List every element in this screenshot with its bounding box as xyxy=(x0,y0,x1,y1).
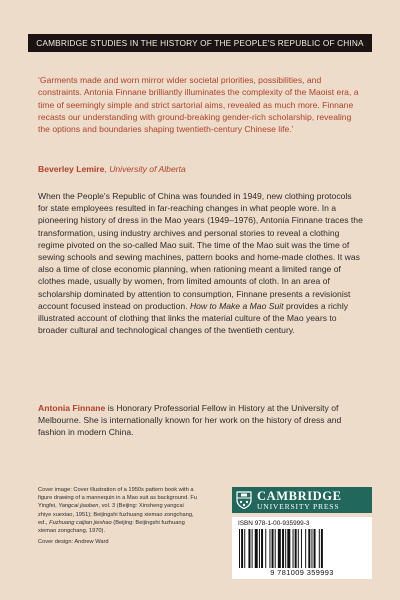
endorsement-quote: ‘Garments made and worn mirror wider societal priorities, possibilities, and constraints. Antonia Finnane brilliantly illuminates the complexity of the Maoist era, a time of seemingly simple and strict sartorial aims, revealed as much more. Finnane recasts our understanding with ground-breaking gender-rich scholarship, revealing the options and boundaries shaping twentieth-century Chinese life.’ xyxy=(38,75,359,135)
author-bio-text: is Honorary Professorial Fellow in History at the University of Melbourne. She is internationally known for her work on the history of dress and fashion in modern China. xyxy=(38,403,342,438)
author-name: Antonia Finnane xyxy=(38,403,106,413)
credit-source-title: Yangcai jiaoben xyxy=(58,503,99,510)
shield-icon xyxy=(236,491,252,509)
description-part-2: provides a richly illustrated account of clothing that links the material culture of the Mao years to broader cultural and technological changes of the twentieth century. xyxy=(38,300,349,336)
cover-design-credit: Cover design: Andrew Ward xyxy=(38,539,109,546)
book-title: How to Make a Mao Suit xyxy=(189,300,284,311)
credit-text-2: , vol. 3 (Beijing: Xinsheng yangcai zhiye xuexiao, 1951); Beijingshi fuzhuang xiemao zongchang, ed., xyxy=(38,503,194,526)
author-bio xyxy=(38,402,363,439)
publisher-name-line-2: UNIVERSITY PRESS xyxy=(257,502,340,511)
barcode-digits: 9 781009 359993 xyxy=(270,568,334,577)
series-band: CAMBRIDGE STUDIES IN THE HISTORY OF THE PEOPLE'S REPUBLIC OF CHINA xyxy=(28,34,372,52)
cover-credit xyxy=(38,486,198,546)
book-description xyxy=(38,190,363,336)
publisher-name-line-1: CAMBRIDGE xyxy=(257,489,342,503)
isbn-label: ISBN 978-1-00-935999-3 xyxy=(238,520,310,527)
endorser-name: Beverley Lemire xyxy=(38,164,105,174)
publisher-logo xyxy=(232,487,372,513)
credit-source-title-2: Fuzhuang caijian jieshao xyxy=(49,519,112,526)
barcode-panel xyxy=(232,517,372,579)
cover-image-credit xyxy=(38,486,198,535)
barcode-icon xyxy=(238,529,366,568)
credit-text-3: (Beijing: Beijingshi fuzhuang xiemao zongchang, 1970). xyxy=(38,519,185,535)
description-part-1: When the People's Republic of China was founded in 1949, new clothing protocols for state employees resulted in far-reaching changes in what people wore. In a pioneering history of dress in the Mao years (1949–1976), Antonia Finnane traces the transformation, using industry archives and personal stories to reveal a clothing regime pivoted on the so-called Mao suit. The time of the Mao suit was the time of sewing schools and sewing machines, pattern books and home-made clothes. It was also a time of close economic planning, when rationing meant a limited range of clothes made, usually by women, from limited amounts of cloth. In an area of scholarship dominated by attention to consumption, Finnane presents a revisionist account focused instead on production. xyxy=(38,191,363,311)
endorser-affiliation: University of Alberta xyxy=(109,164,186,174)
endorsement-attribution: Beverley Lemire, University of Alberta xyxy=(38,164,186,174)
credit-text-1: Cover image: Cover illustration of a 1950s pattern book with a figure drawing of a mannequin in a Mao suit as background. Fu Yingfei, xyxy=(38,487,198,510)
